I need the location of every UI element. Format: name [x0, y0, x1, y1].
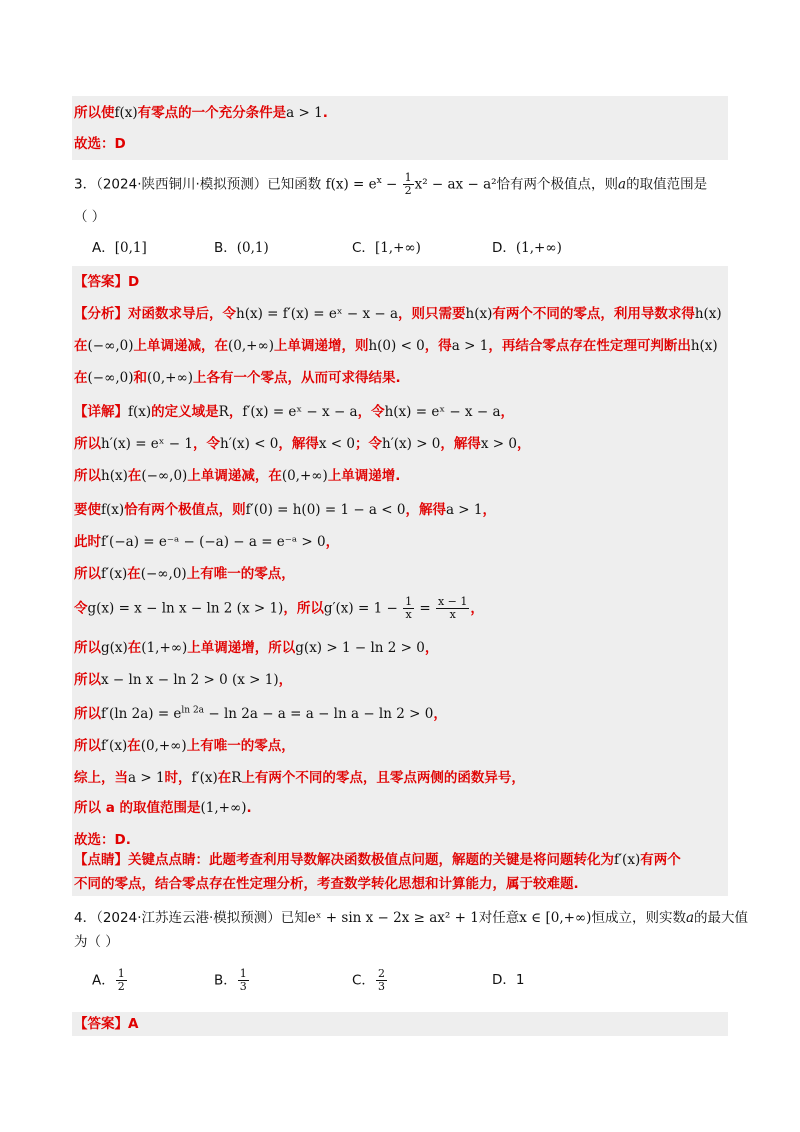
q4-answer: 【答案】A — [74, 1016, 139, 1032]
q4-option-a: A． $\frac{1}{2}$ — [92, 967, 125, 993]
q3-analysis-line2: 在(−∞,0)上单调递减，在(0,+∞)上单调递增，则h(0) < 0，得a > 1，再结合零点存在性定理可判断出h(x) — [74, 338, 718, 354]
q3-detail-line5: 此时f′(−a) = e⁻ᵃ − (−a) − a = e⁻ᵃ > 0， — [74, 534, 340, 550]
q4-option-b: B． $\frac{1}{3}$ — [214, 967, 247, 993]
q3-stem: 3．（2024·陕西铜川·模拟预测）已知函数 $f(x) = e^x$ − $\frac{1}{2}$ x² − ax − a²恰有两个极值点，则a的取值范围是 — [74, 171, 708, 197]
q3-option-b: B．(0,1) — [214, 240, 269, 256]
q3-detail-line1: 【详解】f(x)的定义域是R，f′(x) = eˣ − x − a，令h(x) = eˣ − x − a， — [74, 404, 514, 420]
q3-detail-line10: 所以f′(ln $2a) = e^{ln 2a} - \ln 2a - a = a - \ln a - \ln 2 > 0$， — [74, 705, 447, 722]
q3-detail-line12: 综上，当a > 1时，f′(x)在R上有两个不同的零点，且零点两侧的函数异号， — [74, 770, 525, 786]
q4-option-d: D．1 — [492, 972, 525, 988]
q3-option-a: A．[0,1] — [92, 240, 147, 256]
solution-band-q4 — [72, 1012, 728, 1036]
q3-analysis-line1: 【分析】对函数求导后，令h(x) = f′(x) = eˣ − x − a，则只需要h(x)有两个不同的零点，利用导数求得h(x) — [74, 306, 722, 322]
q4-stem-line2: 为（ ） — [74, 934, 119, 950]
q3-detail-line9: 所以x − ln x − ln 2 > 0 (x > 1)， — [74, 672, 293, 688]
q3-detail-line7: 令g(x) = x − ln x − ln 2 (x > 1)，所以g′(x) = 1 − $\frac{1}{x}$ = $\frac{x - 1}{x}$ ， — [74, 595, 484, 621]
q4-option-c: C． $\frac{2}{3}$ — [352, 967, 385, 993]
frac-1-over-x: $\frac{1}{x}$ — [405, 595, 413, 621]
q3-comment-line1: 【点睛】关键点点睛：此题考查利用导数解决函数极值点问题，解题的关键是将问题转化为f′(x)有两个 — [74, 852, 681, 868]
q3-detail-line2: 所以h′(x) = eˣ − 1，令h′(x) < 0，解得x < 0；令h′(x) > 0，解得x > 0， — [74, 436, 531, 452]
q3-analysis-line3: 在(−∞,0)和(0,+∞)上各有一个零点，从而可求得结果. — [74, 370, 401, 386]
q4-stem: 4．（2024·江苏连云港·模拟预测）已知eˣ + sin x − 2x ≥ ax² + 1对任意x ∈ [0,+∞)恒成立，则实数a的最大值 — [74, 910, 749, 926]
prev-choose: 故选：D — [74, 136, 126, 152]
q3-detail-line11: 所以f′(x)在(0,+∞)上有唯一的零点， — [74, 738, 295, 754]
q3-paren: （ ） — [74, 209, 106, 225]
q3-comment-line2: 不同的零点，结合零点存在性定理分析，考查数学转化思想和计算能力，属于较难题. — [74, 876, 579, 892]
q3-detail-line3: 所以h(x)在(−∞,0)上单调递减，在(0,+∞)上单调递增. — [74, 468, 401, 484]
q3-frac-half: $\frac{1}{2}$ — [404, 171, 412, 197]
q3-detail-line8: 所以g(x)在(1,+∞)上单调递增，所以g(x) > 1 − ln 2 > 0， — [74, 640, 439, 656]
q3-option-c: C．[1,+∞) — [352, 240, 421, 256]
frac-x-minus-1-over-x: $\frac{x - 1}{x}$ — [437, 595, 468, 621]
q3-detail-line6: 所以f′(x)在(−∞,0)上有唯一的零点， — [74, 566, 295, 582]
q3-detail-line13: 所以 a 的取值范围是(1,+∞). — [74, 800, 252, 816]
q3-detail-line14: 故选：D. — [74, 832, 131, 848]
prev-conclusion: 所以使f(x)有零点的一个充分条件是a > 1. — [74, 105, 328, 121]
q3-detail-line4: 要使f(x)恰有两个极值点，则f′(0) = h(0) = 1 − a < 0，解得a > 1， — [74, 502, 497, 518]
q3-option-d: D．(1,+∞) — [492, 240, 562, 256]
q3-answer: 【答案】D — [74, 274, 140, 290]
